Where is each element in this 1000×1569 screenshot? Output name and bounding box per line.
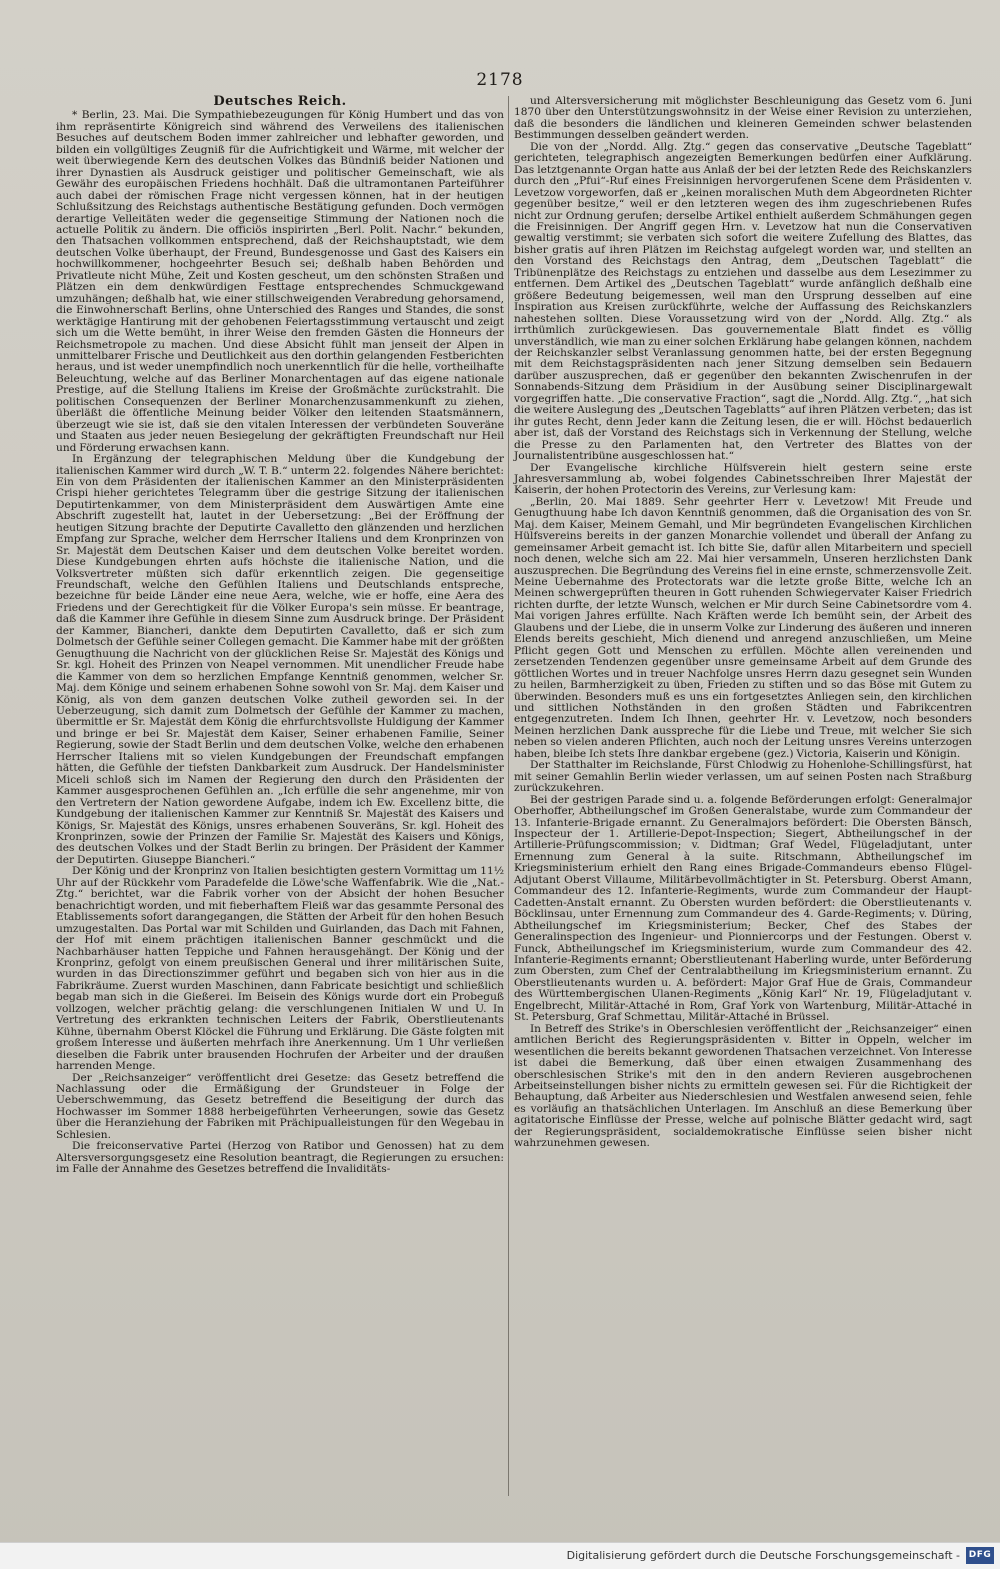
- left-column: [56, 96, 504, 1176]
- article-paragraph: Der „Reichsanzeiger“ veröffentlicht drei Gesetze: das Gesetz betreffend die Nachlassung oder die Ermäßigung der Grundsteuer in Folge der Ueberschwemmung, das Gesetz betreffend die Beseitigung der durch das Hochwasser im Sommer 1888 herbeigeführten Verheerungen, sowie das Gesetz über die Heranziehung der Fabriken mit Prächipualleistungen für den Wegebau in Schlesien.: [56, 1071, 504, 1141]
- article-paragraph: Der König und der Kronprinz von Italien besichtigten gestern Vormittag um 11½ Uhr auf der Rückkehr vom Paradefelde die Löwe'sche Waffenfabrik. Wie die „Nat.-Ztg.“ berichtet, war die Fabrik vorher von der Absicht der hohen Besucher benachrichtigt worden, und mit fieberhaftem Fleiß war das gesammte Personal des Etablissements sofort darangegangen, die Stätten der Arbeit für den hohen Besuch umzugestalten. Das Portal war mit Schilden und Guirlanden, das Dach mit Fahnen, der Hof mit einem prächtigen italienischen Banner geschmückt und die Nachbarhäuser hatten Teppiche und Fahnen herausgehängt. Der König und der Kronprinz, gefolgt von einem preußischen General und ihrer militärischen Suite, wurden in das Directionszimmer geführt und begaben sich von hier aus in die Fabrikräume. Zuerst wurden Maschinen, dann Fabricate besichtigt und schließlich begab man sich in die Gießerei. Im Beisein des Königs wurde dort ein Probeguß vollzogen, welcher prächtig gelang: die verschlungenen Initialen W und U. In Vertretung des erkrankten technischen Leiters der Fabrik, Oberstlieutenants Kühne, übernahm Oberst Klöckel die Führung und Erklärung. Die Gäste folgten mit großem Interesse und äußerten mehrfach ihre Anerkennung. Um 1 Uhr verließen dieselben die Fabrik unter brausenden Hochrufen der Arbeiter und der draußen harrenden Menge.: [56, 865, 504, 1073]
- article-paragraph: * Berlin, 23. Mai. Die Sympathiebezeugungen für König Humbert und das von ihm repräsentirte Königreich sind während des Verweilens des italienischen Besuches auf deutschem Boden immer zahlreicher und lebhafter geworden, und bilden ein vollgültiges Zeugniß für die Aufrichtigkeit und Wärme, mit welcher der weit überwiegende Kern des deutschen Volkes das Bündniß beider Nationen und ihrer Dynastien als Ausdruck geistiger und politischer Gemeinschaft, wie als Gewähr des europäischen Friedens hochhält. Daß die ultramontanen Parteiführer auch dabei der römischen Frage nicht vergessen können, hat in der heutigen Schlußsitzung des Reichstags authentische Bestätigung gefunden. Doch vermögen derartige Velleitäten weder die gegenseitige Stimmung der Nationen noch die actuelle Politik zu ändern. Die officiös inspirirten „Berl. Polit. Nachr.“ bekunden, den Thatsachen vollkommen entsprechend, daß der Reichshauptstadt, wie dem deutschen Volke überhaupt, der Freund, Bundesgenosse und Gast des Kaisers ein hochwillkommener, hochgeehrter Besuch sei; deßhalb haben Behörden und Privatleute nicht Mühe, Zeit und Kosten gescheut, um den schönsten Straßen und Plätzen ein dem denkwürdigen Festtage entsprechendes Schmuckgewand umzuhängen; deßhalb hat, wie einer stillschweigenden Verabredung gehorsamend, die Einwohnerschaft Berlins, ohne Unterschied des Ranges und Standes, die sonst werktägige Hantirung mit der gehobenen Feiertagsstimmung vertauscht und zeigt sich um die Wette bemüht, in ihrer Weise den fremden Gästen die Honneurs der Reichsmetropole zu machen. Und diese Absicht fühlt man jenseit der Alpen in unmittelbarer Frische und Deutlichkeit aus den dorthin gelangenden Festberichten heraus, und ist weder unempfindlich noch unerkenntlich für die helle, vortheilhafte Beleuchtung, welche auf das Berliner Monarchentagen auf das eigene nationale Prestige, auf die Stellung Italiens im Kreise der Großmächte zurückstrahlt. Die politischen Consequenzen der Berliner Monarchenzusammenkunft zu ziehen, überläßt die öffentliche Meinung beider Völker den leitenden Staatsmännern, überzeugt wie sie ist, daß sie den vitalen Interessen der verbündeten Souveräne und Staaten aus jeder neuen Besiegelung der gekräftigten Freundschaft nur Heil und Förderung erwachsen kann.: [56, 109, 504, 454]
- article-paragraph: Der Evangelische kirchliche Hülfsverein hielt gestern seine erste Jahresversammlung ab, wobei folgendes Cabinetsschreiben Ihrer Majestät der Kaiserin, der hohen Protectorin des Vereins, zur Verlesung kam:: [514, 461, 972, 497]
- page-number: 2178: [476, 70, 524, 90]
- dfg-logo[interactable]: DFG: [966, 1547, 994, 1564]
- article-paragraph: und Altersversicherung mit möglichster Beschleunigung das Gesetz vom 6. Juni 1870 über den Unterstützungswohnsitz in der Weise einer Revision zu unterziehen, daß die besonders die ländlichen und kleineren Gemeinden schwer belastenden Bestimmungen desselben geändert werden.: [514, 95, 972, 142]
- section-heading: Deutsches Reich.: [213, 94, 347, 109]
- column-divider: [508, 96, 509, 1496]
- article-paragraph: Der Statthalter im Reichslande, Fürst Chlodwig zu Hohenlohe-Schillingsfürst, hat mit seiner Gemahlin Berlin wieder verlassen, um auf seinen Posten nach Straßburg zurückzukehren.: [514, 759, 972, 795]
- digitization-footer: [0, 1542, 1000, 1569]
- article-paragraph: „Berlin, 20. Mai 1889. Sehr geehrter Herr v. Levetzow! Mit Freude und Genugthuung habe Ich davon Kenntniß genommen, daß die Organisation des von Sr. Maj. dem Kaiser, Meinem Gemahl, und Mir begründeten Evangelischen Kirchlichen Hülfsvereins bereits in der ganzen Monarchie vollendet und überall der Anfang zu gemeinsamer Arbeit gemacht ist. Ich bitte Sie, dafür allen Mitarbeitern und speciell noch denen, welche sich am 22. Mai hier versammeln, Unseren herzlichsten Dank auszusprechen. Die Begründung des Vereins fiel in eine ernste, schmerzensvolle Zeit. Meine Uebernahme des Protectorats war die letzte große Bitte, welche Ich an Meinen schwergeprüften theuren in Gott ruhenden Schwiegervater Kaiser Friedrich richten durfte, der letzte Wunsch, welchen er Mir durch Seine Cabinetsordre vom 4. Mai vorigen Jahres erfüllte. Nach Kräften werde Ich bemüht sein, der Arbeit des Glaubens und der Liebe, die in unserm Volke zur Linderung des äußeren und inneren Elends bereits geschieht, Mich dienend und anregend anzuschließen, um Meine Pflicht gegen Gott und Menschen zu erfüllen. Möchte allen vereinenden und zersetzenden Tendenzen gegenüber unsre gemeinsame Arbeit auf dem Grunde des göttlichen Wortes und in treuer Nachfolge unsres Herrn dazu gesegnet sein Wunden zu heilen, Barmherzigkeit zu üben, Frieden zu stiften und so das Böse mit Gutem zu überwinden. Besonders muß es uns ein fortgesetztes Anliegen sein, den kirchlichen und sittlichen Nothständen in den großen Städten und Fabrikcentren entgegenzutreten. Indem Ich Ihnen, geehrter Hr. v. Levetzow, noch besonders Meinen herzlichen Dank ausspreche für die Liebe und Treue, mit welcher Sie sich neben so vielen anderen Pflichten, auch noch der Leitung unsres Vereins unterzogen haben, bleibe Ich stets Ihre dankbar ergebene (gez.) Victoria, Kaiserin und Königin.: [514, 495, 972, 760]
- article-paragraph: Die von der „Nordd. Allg. Ztg.“ gegen das conservative „Deutsche Tageblatt“ gerichteten, telegraphisch angezeigten Bemerkungen bedürfen einer Aufklärung. Das letztgenannte Organ hatte aus Anlaß der bei der letzten Rede des Reichskanzlers durch den „Pfui“-Ruf eines Freisinnigen hervorgerufenen Scene dem Präsidenten v. Levetzow vorgeworfen, daß er „keinen moralischen Muth dem Abgeordneten Richter gegenüber besitze,“ weil er den letzteren wegen des ihm zugeschriebenen Rufes nicht zur Ordnung gerufen; derselbe Artikel enthielt außerdem Schmähungen gegen die Freisinnigen. Der Angriff gegen Hrn. v. Levetzow hat nun die Conservativen gewaltig verstimmt; sie verbaten sich sofort die weitere Zufellung des Blattes, das bisher gratis auf ihren Plätzen im Reichstag aufgelegt worden war, und stellten an den Vorstand des Reichstags den Antrag, dem „Deutschen Tageblatt“ die Tribünenplätze des Reichstags zu entziehen und dasselbe aus dem Lesezimmer zu entfernen. Dem Artikel des „Deutschen Tageblatt“ wurde anfänglich deßhalb eine größere Bedeutung beigemessen, weil man den Ursprung desselben auf eine Inspiration aus Kreisen zurückführte, welche der Auffassung des Reichskanzlers nahestehen sollten. Diese Voraussetzung wird von der „Nordd. Allg. Ztg.“ als irrthümlich zurückgewiesen. Das gouvernementale Blatt findet es völlig unverständlich, wie man zu einer solchen Erklärung habe gelangen können, nachdem der Reichskanzler selbst Veranlassung genommen hatte, bei der ersten Begegnung mit dem Reichstagspräsidenten nach jener Sitzung demselben sein Bedauern darüber auszusprechen, daß er gegenüber den bekannten Zwischenrufen in der Sonnabends-Sitzung dem Präsidium in der Ausübung seiner Disciplinargewalt vorgegriffen hatte. „Die conservative Fraction“, sagt die „Nordd. Allg. Ztg.“, „hat sich die weitere Auslegung des „Deutschen Tageblatts“ auf ihren Plätzen verbeten; das ist ihr gutes Recht, denn Jeder kann die Zeitung lesen, die er will. Höchst bedauerlich aber ist, daß der Vorstand des Reichstags sich in Verkennung der Stellung, welche die Presse zu den Parlamenten hat, den Vertreter des Blattes von der Journalistentribüne ausgeschlossen hat.“: [514, 140, 972, 463]
- article-paragraph: Die freiconservative Partei (Herzog von Ratibor und Genossen) hat zu dem Altersversorgungsgesetz eine Resolution beantragt, die Regierungen zu ersuchen: im Falle der Annahme des Gesetzes betreffend die Invaliditäts-: [56, 1140, 504, 1176]
- article-paragraph: In Ergänzung der telegraphischen Meldung über die Kundgebung der italienischen Kammer wird durch „W. T. B.“ unterm 22. folgendes Nähere berichtet: Ein von dem Präsidenten der italienischen Kammer an den Ministerpräsidenten Crispi hieher gerichtetes Telegramm über die gestrige Sitzung der italienischen Deputirtenkammer, von dem Ministerpräsident dem Auswärtigen Amte eine Abschrift zugestellt hat, lautet in der Uebersetzung: „Bei der Eröffnung der heutigen Sitzung brachte der Deputirte Cavalletto den glänzenden und herzlichen Empfang zur Sprache, welcher dem Herrscher Italiens und dem Kronprinzen von Sr. Majestät dem Deutschen Kaiser und dem deutschen Volke bereitet worden. Diese Kundgebungen ehrten aufs höchste die italienische Nation, und die Volksvertreter müßten sich dafür erkenntlich zeigen. Die gegenseitige Freundschaft, welche den Gefühlen Italiens und Deutschlands entspreche, bezeichne für beide Länder eine neue Aera, welche, wie er hoffe, eine Aera des Friedens und der Gerechtigkeit für die Völker Europa's sein müsse. Er beantrage, daß die Kammer ihre Gefühle in diesem Sinne zum Ausdruck bringe. Der Präsident der Kammer, Biancheri, dankte dem Deputirten Cavalletto, daß er sich zum Dolmetsch der Gefühle seiner Collegen gemacht. Die Kammer habe mit der größten Genugthuung die Nachricht von der glücklichen Reise Sr. Majestät des Königs und Sr. kgl. Hoheit des Prinzen von Neapel vernommen. Mit unendlicher Freude habe die Kammer von dem so herzlichen Empfange Kenntniß genommen, welcher Sr. Maj. dem Könige und seinem erhabenen Sohne sowohl von Sr. Maj. dem Kaiser und König, als von dem ganzen deutschen Volke zutheil geworden sei. In der Ueberzeugung, sich damit zum Dolmetsch der Gefühle der Kammer zu machen, übermittle er Sr. Majestät dem König die ehrfurchtsvollste Huldigung der Kammer und bringe er bei Sr. Majestät dem Kaiser, Seiner erhabenen Familie, Seiner Regierung, sowie der Stadt Berlin und dem deutschen Volke, welche den erhabenen Herrscher Italiens mit so vielen Kundgebungen der Freundschaft empfangen hätten, die Gefühle der tiefsten Dankbarkeit zum Ausdruck. Der Handelsminister Miceli schloß sich im Namen der Regierung den durch den Präsidenten der Kammer ausgesprochenen Gefühlen an. „Ich erfülle die sehr angenehme, mir von den Vertretern der Nation gewordene Aufgabe, indem ich Ew. Excellenz bitte, die Kundgebung der italienischen Kammer zur Kenntniß Sr. Majestät des Kaisers und Königs, Sr. Majestät des Königs, unsres erhabenen Souveräns, Sr. kgl. Hoheit des Kronprinzen, sowie der Prinzen der Familie Sr. Majestät des Kaisers und Königs, des deutschen Volkes und der Stadt Berlin zu bringen. Der Präsident der Kammer der Deputirten. Giuseppe Biancheri.“: [56, 453, 504, 866]
- article-paragraph: In Betreff des Strike's in Oberschlesien veröffentlicht der „Reichsanzeiger“ einen amtlichen Bericht des Regierungspräsidenten v. Bitter in Oppeln, welcher im wesentlichen die bereits bekannt gewordenen Thatsachen verzeichnet. Von Interesse ist dabei die Bemerkung, daß über einen etwaigen Zusammenhang des oberschlesischen Strike's mit den in den andern Revieren ausgebrochenen Arbeitseinstellungen bisher nichts zu ermitteln gewesen sei. Für die Richtigkeit der Behauptung, daß Arbeiter aus Niederschlesien und Westfalen anwesend seien, fehle es vorläufig an thatsächlichen Unterlagen. Im Anschluß an diese Bemerkung über agitatorische Einflüsse der Presse, welche auf polnische Blätter gedacht wird, sagt der Regierungspräsident, socialdemokratische Einflüsse seien bisher nicht wahrzunehmen gewesen.: [514, 1022, 972, 1150]
- footer-credit: Digitalisierung gefördert durch die Deutsche Forschungsgemeinschaft -: [566, 1549, 960, 1562]
- right-column: [514, 96, 972, 1150]
- article-paragraph: Bei der gestrigen Parade sind u. a. folgende Beförderungen erfolgt: Generalmajor Oberhoffer, Abtheilungschef im Großen Generalstabe, wurde zum Commandeur der 13. Infanterie-Brigade ernannt. Zu Generalmajors befördert: Die Obersten Bänsch, Inspecteur der 1. Artillerie-Depot-Inspection; Siegert, Abtheilungschef in der Artillerie-Prüfungscommission; v. Didtman; Graf Wedel, Flügeladjutant, unter Ernennung zum General à la suite. Ritschmann, Abtheilungschef im Kriegsministerium erhielt den Rang eines Brigade-Commandeurs ebenso Flügel-Adjutant Oberst Villaume, Militärbevollmächtigter in St. Petersburg. Oberst Amann, Commandeur des 12. Infanterie-Regiments, wurde zum Commandeur der Haupt-Cadetten-Anstalt ernannt. Zu Obersten wurden befördert: die Oberstlieutenants v. Böcklinsau, unter Ernennung zum Commandeur des 4. Garde-Regiments; v. Düring, Abtheilungschef im Kriegsministerium; Becker, Chef des Stabes der Generalinspection des Ingenieur- und Pionniercorps und der Festungen. Oberst v. Funck, Abtheilungschef im Kriegsministerium, wurde zum Commandeur des 42. Infanterie-Regiments ernannt; Oberstlieutenant Haberling wurde, unter Beförderung zum Obersten, zum Chef der Centralabtheilung im Kriegsministerium ernannt. Zu Oberstlieutenants wurden u. A. befördert: Major Graf Hue de Grais, Commandeur des Württembergischen Ulanen-Regiments „König Karl“ Nr. 19, Flügeladjutant v. Engelbrecht, Militär-Attaché in Rom, Graf York von Wartenburg, Militär-Attaché in St. Petersburg, Graf Schmettau, Militär-Attaché in Brüssel.: [514, 793, 972, 1024]
